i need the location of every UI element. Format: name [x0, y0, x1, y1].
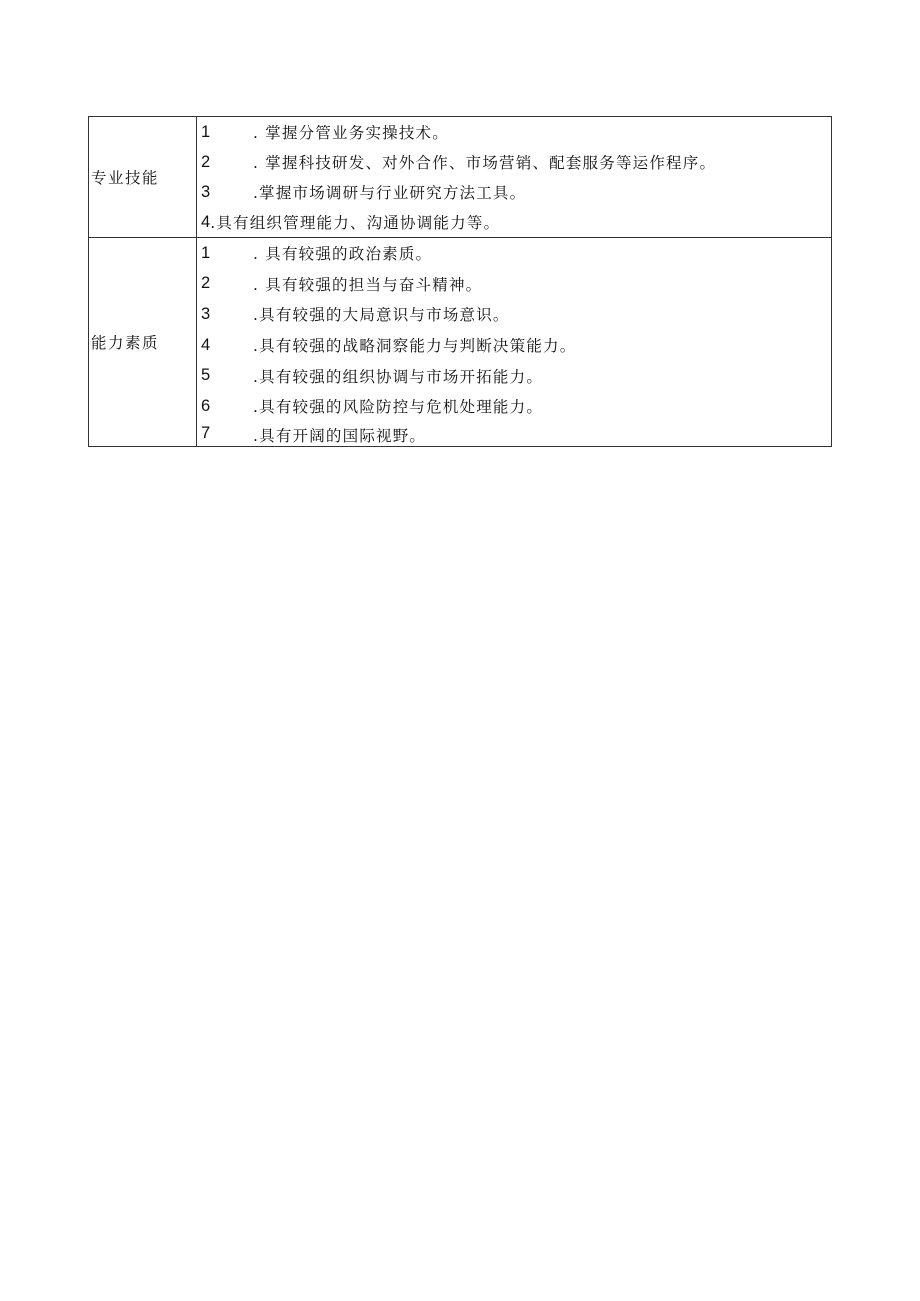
item-text: .具有开阔的国际视野。 — [253, 426, 427, 445]
section-label-ability-quality: 能力素质 — [89, 238, 197, 447]
list-item — [201, 299, 831, 330]
section-label-professional-skills: 专业技能 — [89, 117, 197, 238]
list-item — [201, 207, 831, 237]
list-item — [201, 330, 831, 361]
list-item — [201, 360, 831, 391]
item-text: . 掌握科技研发、对外合作、市场营销、配套服务等运作程序。 — [253, 154, 717, 172]
list-item — [201, 147, 831, 177]
item-text: .具有组织管理能力、沟通协调能力等。 — [210, 214, 501, 232]
table-row-ability-quality — [89, 238, 832, 447]
item-number: 4 — [201, 212, 211, 231]
list-item — [201, 117, 831, 147]
item-number: 4 — [201, 335, 211, 354]
item-text: .具有较强的组织协调与市场开拓能力。 — [253, 367, 544, 386]
ability-list — [197, 238, 832, 447]
requirements-table — [88, 116, 832, 447]
list-item — [201, 391, 831, 422]
item-number: 1 — [201, 122, 211, 141]
item-text: . 具有较强的担当与奋斗精神。 — [253, 275, 483, 294]
item-number: 2 — [201, 274, 211, 293]
item-text: . 具有较强的政治素质。 — [253, 245, 433, 264]
item-number: 2 — [201, 152, 211, 171]
list-item — [201, 422, 831, 446]
item-number: 3 — [201, 182, 211, 201]
list-item — [201, 269, 831, 300]
item-text: . 掌握分管业务实操技术。 — [253, 124, 449, 142]
item-number: 7 — [201, 423, 211, 442]
item-text: .具有较强的风险防控与危机处理能力。 — [253, 398, 544, 417]
item-number: 3 — [201, 304, 211, 323]
table-row-professional-skills — [89, 117, 832, 238]
item-text: .具有较强的大局意识与市场意识。 — [253, 306, 510, 325]
item-number: 5 — [201, 366, 211, 385]
list-item — [201, 177, 831, 207]
skills-list — [197, 117, 832, 238]
item-text: .具有较强的战略洞察能力与判断决策能力。 — [253, 337, 577, 356]
item-text: .掌握市场调研与行业研究方法工具。 — [253, 184, 527, 202]
item-number: 1 — [201, 243, 211, 262]
list-item — [201, 238, 831, 269]
item-number: 6 — [201, 396, 211, 415]
